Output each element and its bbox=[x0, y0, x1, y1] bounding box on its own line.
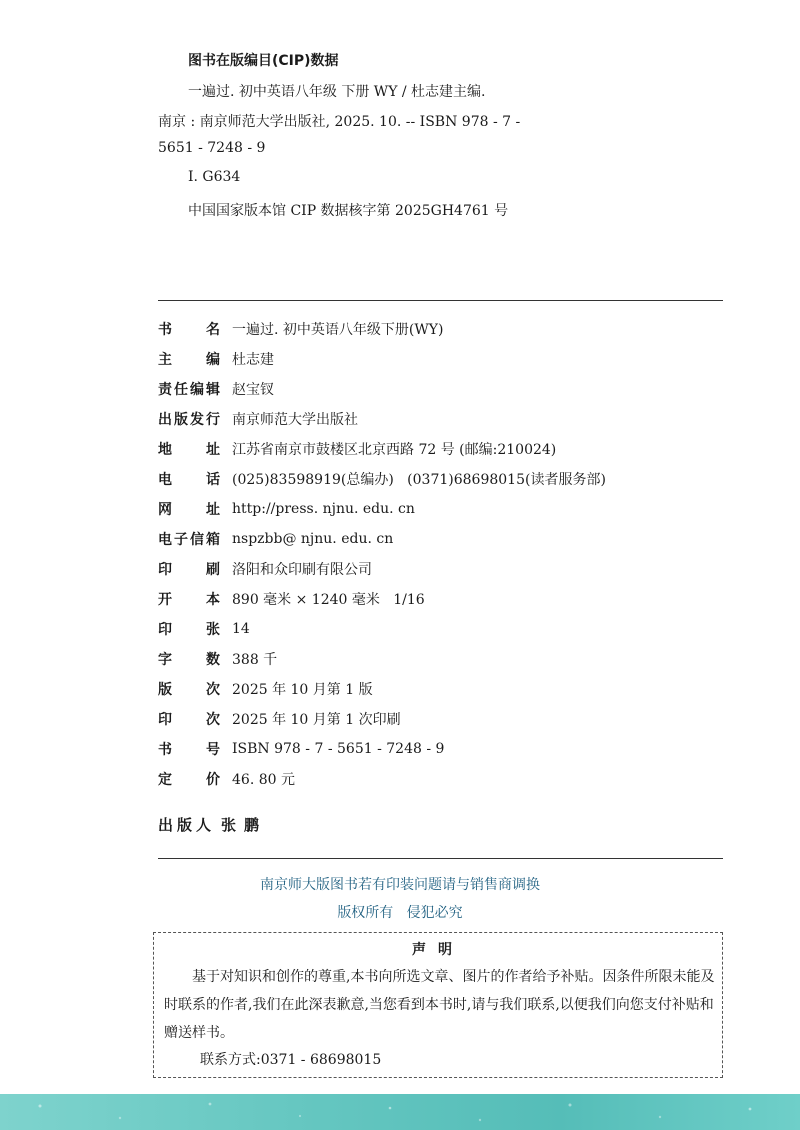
colophon-row bbox=[158, 464, 606, 494]
colophon-label-char: 名 bbox=[206, 322, 220, 338]
colophon-row bbox=[158, 704, 401, 734]
colophon-label-char: 数 bbox=[206, 652, 220, 668]
colophon-label-char: 主 bbox=[158, 352, 172, 368]
colophon-label-char: 电 bbox=[158, 532, 172, 548]
colophon-label bbox=[158, 709, 220, 729]
decorative-footer-band bbox=[0, 1094, 800, 1130]
colophon-label-char: 版 bbox=[158, 682, 172, 698]
colophon-label-char: 版 bbox=[174, 412, 188, 428]
colophon-label bbox=[158, 649, 220, 669]
colophon-value: 2025 年 10 月第 1 次印刷 bbox=[232, 712, 401, 728]
declaration-contact: 联系方式:0371 - 68698015 bbox=[200, 1052, 382, 1068]
colophon-value: 江苏省南京市鼓楼区北京西路 72 号 (邮编:210024) bbox=[232, 442, 557, 458]
colophon-label bbox=[158, 349, 220, 369]
publisher-label: 出版人 bbox=[158, 816, 216, 834]
publisher-name: 张鹏 bbox=[221, 816, 268, 834]
colophon-label-char: 话 bbox=[206, 472, 220, 488]
colophon-label-char: 张 bbox=[206, 622, 220, 638]
colophon-label-char: 责 bbox=[158, 382, 172, 398]
colophon-row bbox=[158, 434, 556, 464]
colophon-value: (025)83598919(总编办) (0371)68698015(读者服务部) bbox=[232, 472, 606, 488]
colophon-value: 46. 80 元 bbox=[232, 772, 295, 788]
colophon-value: 一遍过. 初中英语八年级下册(WY) bbox=[232, 322, 444, 338]
colophon-value: ISBN 978 - 7 - 5651 - 7248 - 9 bbox=[232, 741, 445, 757]
colophon-label bbox=[158, 439, 220, 459]
colophon-label-char: 印 bbox=[158, 712, 172, 728]
colophon-label-char: 子 bbox=[174, 532, 188, 548]
colophon-label-char: 书 bbox=[158, 742, 172, 758]
publisher-line bbox=[158, 814, 267, 835]
colophon-row bbox=[158, 674, 373, 704]
colophon-label-char: 开 bbox=[158, 592, 172, 608]
colophon-label-char: 任 bbox=[174, 382, 188, 398]
bottom-divider bbox=[158, 858, 723, 859]
colophon-label-char: 定 bbox=[158, 772, 172, 788]
colophon-label-char: 出 bbox=[158, 412, 172, 428]
colophon-label-char: 箱 bbox=[206, 532, 220, 548]
colophon-label bbox=[158, 769, 220, 789]
colophon-value: 2025 年 10 月第 1 版 bbox=[232, 682, 373, 698]
colophon-value: 南京师范大学出版社 bbox=[232, 412, 358, 428]
colophon-label-char: 行 bbox=[206, 412, 220, 428]
declaration-box bbox=[153, 932, 723, 1078]
colophon-label-char: 址 bbox=[206, 442, 220, 458]
colophon-label bbox=[158, 469, 220, 489]
colophon-label bbox=[158, 559, 220, 579]
colophon-row bbox=[158, 644, 277, 674]
colophon-label-char: 刷 bbox=[206, 562, 220, 578]
colophon-label-char: 书 bbox=[158, 322, 172, 338]
cip-classification: Ⅰ. G634 bbox=[188, 169, 241, 185]
declaration-body: 基于对知识和创作的尊重,本书向所选文章、图片的作者给予补贴。因条件所限未能及时联系的作者,我们在此深表歉意,当您看到本书时,请与我们联系,以便我们向您支付补贴和赠送样书。 bbox=[164, 969, 715, 1041]
colophon-value: 388 千 bbox=[232, 652, 278, 668]
colophon-row bbox=[158, 374, 274, 404]
colophon-row bbox=[158, 314, 443, 344]
quality-notice: 南京师大版图书若有印装问题请与销售商调换 bbox=[260, 877, 540, 893]
cip-heading: 图书在版编目(CIP)数据 bbox=[188, 53, 339, 69]
colophon-label-char: 印 bbox=[158, 622, 172, 638]
colophon-label-char: 编 bbox=[206, 352, 220, 368]
colophon-label bbox=[158, 529, 220, 549]
colophon-label bbox=[158, 679, 220, 699]
colophon-row bbox=[158, 764, 295, 794]
colophon-label bbox=[158, 589, 220, 609]
colophon-row bbox=[158, 524, 393, 554]
colophon-label-char: 价 bbox=[206, 772, 220, 788]
colophon-label-char: 号 bbox=[206, 742, 220, 758]
cip-isbn-line: 5651 - 7248 - 9 bbox=[158, 140, 266, 156]
colophon-label-char: 网 bbox=[158, 502, 172, 518]
colophon-label-char: 址 bbox=[206, 502, 220, 518]
colophon-label bbox=[158, 499, 220, 519]
colophon-label-char: 次 bbox=[206, 712, 220, 728]
colophon-label bbox=[158, 319, 220, 339]
colophon-value: http://press. njnu. edu. cn bbox=[232, 501, 415, 517]
cip-title-line: 一遍过. 初中英语八年级 下册 WY / 杜志建主编. bbox=[188, 84, 486, 100]
declaration-title: 声明 bbox=[412, 942, 464, 958]
colophon-label bbox=[158, 379, 220, 399]
colophon-row bbox=[158, 554, 372, 584]
copyright-notice: 版权所有 侵犯必究 bbox=[337, 905, 463, 921]
band-texture bbox=[0, 1094, 800, 1130]
top-divider bbox=[158, 300, 723, 301]
colophon-value: 890 毫米 × 1240 毫米 1/16 bbox=[232, 592, 425, 608]
colophon-label-char: 编 bbox=[190, 382, 204, 398]
colophon-value: 14 bbox=[232, 621, 250, 637]
colophon-row bbox=[158, 614, 250, 644]
colophon-value: 洛阳和众印刷有限公司 bbox=[232, 562, 372, 578]
cip-verification: 中国国家版本馆 CIP 数据核字第 2025GH4761 号 bbox=[188, 203, 509, 219]
colophon-row bbox=[158, 344, 274, 374]
colophon-value: 杜志建 bbox=[232, 352, 274, 368]
colophon-row bbox=[158, 494, 415, 524]
colophon-row bbox=[158, 404, 358, 434]
colophon-label-char: 信 bbox=[190, 532, 204, 548]
colophon-label bbox=[158, 619, 220, 639]
colophon-label-char: 辑 bbox=[206, 382, 220, 398]
colophon-label bbox=[158, 409, 220, 429]
colophon-value: nspzbb@ njnu. edu. cn bbox=[232, 531, 394, 547]
colophon-label-char: 次 bbox=[206, 682, 220, 698]
colophon-label bbox=[158, 739, 220, 759]
colophon-label-char: 本 bbox=[206, 592, 220, 608]
colophon-row bbox=[158, 734, 444, 764]
colophon-label-char: 电 bbox=[158, 472, 172, 488]
colophon-label-char: 发 bbox=[190, 412, 204, 428]
colophon-value: 赵宝钗 bbox=[232, 382, 274, 398]
colophon-label-char: 字 bbox=[158, 652, 172, 668]
colophon-label-char: 地 bbox=[158, 442, 172, 458]
colophon-row bbox=[158, 584, 425, 614]
cip-imprint-line: 南京 : 南京师范大学出版社, 2025. 10. -- ISBN 978 - 7 - bbox=[158, 114, 521, 130]
colophon-label-char: 印 bbox=[158, 562, 172, 578]
